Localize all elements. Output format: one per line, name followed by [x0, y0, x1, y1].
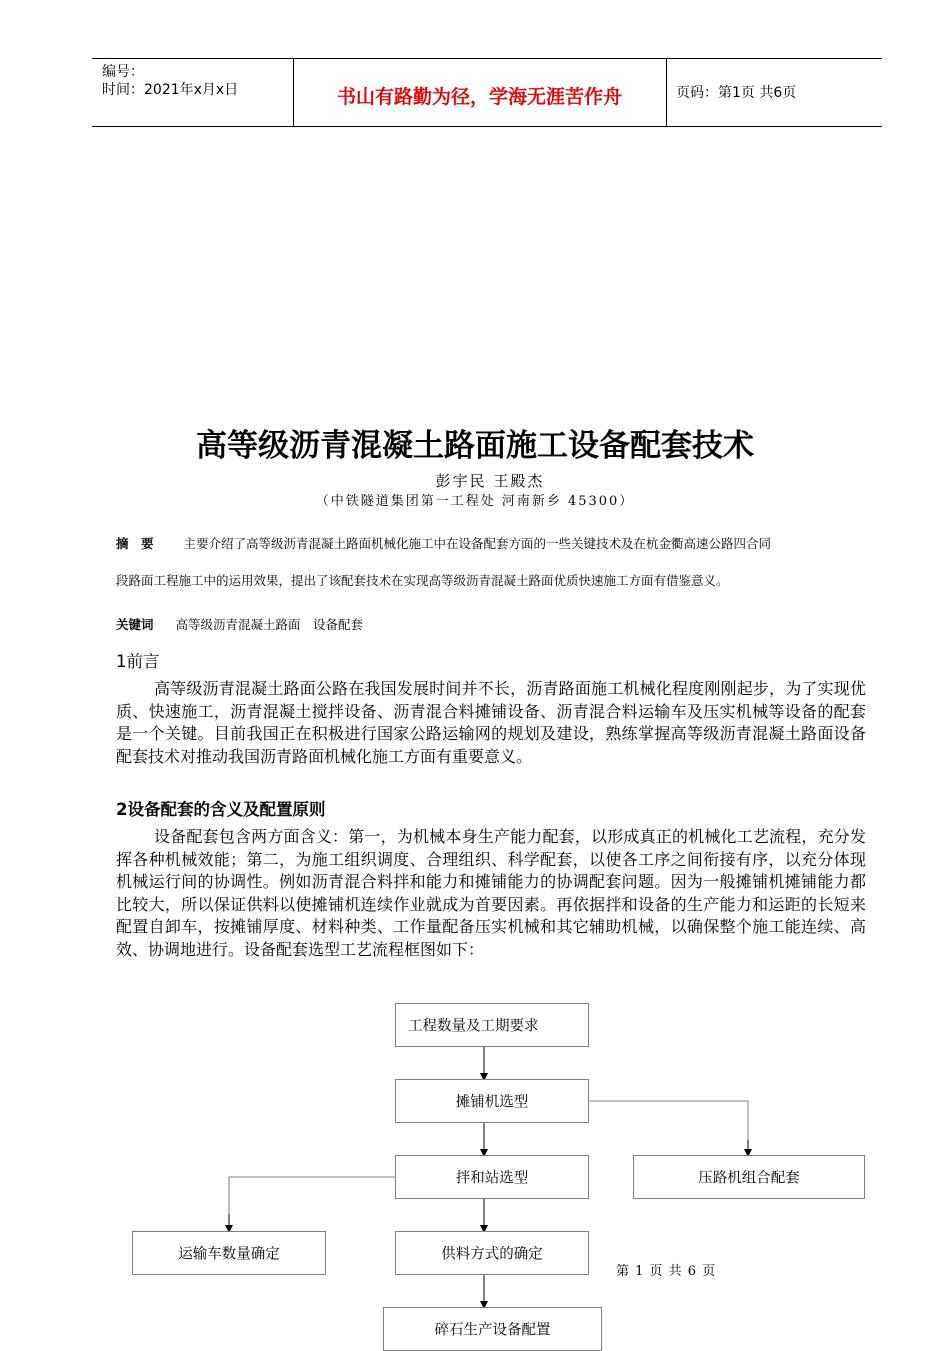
flow-box-roller: 压路机组合配套 — [633, 1155, 865, 1199]
flow-box-paver: 摊铺机选型 — [395, 1079, 589, 1123]
paper-title: 高等级沥青混凝土路面施工设备配套技术 — [196, 428, 754, 464]
connector-mixing-to-trucks — [229, 1177, 395, 1227]
page-label: 页码：第1页 共6页 — [676, 85, 797, 101]
flow-box-trucks: 运输车数量确定 — [132, 1231, 326, 1275]
section-2-paragraph: 设备配套包含两方面含义：第一，为机械本身生产能力配套，以形成真正的机械化工艺流程，充分发挥各种机械效能；第二，为施工组织调度、合理组织、科学配套，以使各工序之间衔接有序，以充分体现机械运行间的协调性。例如沥青混合料拌和能力和摊铺能力的协调配套问题。因为一般摊铺机摊铺能力都比较大，所以保证供料以使摊铺机连续作业就成为首要因素。再依据拌和设备的生产能力和运距的长短来配置自卸车，按摊铺厚度、材料种类、工作量配备压实机械和其它辅助机械，以确保整个施工能连续、高效、协调地进行。设备配套选型工艺流程框图如下： — [116, 827, 866, 959]
motto: 书山有路勤为径，学海无涯苦作舟 — [336, 86, 622, 108]
connector-paver-to-roller — [589, 1101, 748, 1153]
abstract-text-1: 主要介绍了高等级沥青混凝土路面机械化施工中在设备配套方面的一些关键技术及在杭金衢高速公路四合同 — [183, 536, 771, 551]
time-label: 时间：2021年x月x日 — [102, 82, 239, 98]
paper-authors: 彭宇民 王殿杰 — [435, 472, 545, 490]
flow-box-mixing-station: 拌和站选型 — [395, 1155, 589, 1199]
flow-box-supply-method: 供料方式的确定 — [395, 1231, 589, 1275]
paper-affiliation: （中铁隧道集团第一工程处 河南新乡 45300） — [315, 494, 635, 509]
flow-box-requirements: 工程数量及工期要求 — [395, 1003, 589, 1047]
section-1-heading: 1前言 — [116, 652, 160, 671]
abstract-label: 摘 要 — [116, 536, 154, 551]
keywords-label: 关键词 — [116, 617, 154, 632]
keywords-text: 高等级沥青混凝土路面 设备配套 — [175, 617, 363, 632]
section-1-paragraph: 高等级沥青混凝土路面公路在我国发展时间并不长，沥青路面施工机械化程度刚刚起步，为了实现优质、快速施工，沥青混凝土搅拌设备、沥青混合料摊铺设备、沥青混合料运输车及压实机械等设备的配套是一个关键。目前我国正在积极进行国家公路运输网的规划及建设，熟练掌握高等级沥青混凝土路面设备配套技术对推动我国沥青路面机械化施工方面有重要意义。 — [116, 679, 866, 766]
flow-box-gravel-equipment: 碎石生产设备配置 — [383, 1307, 602, 1351]
abstract-line-2: 段路面工程施工中的运用效果，提出了该配套技术在实现高等级沥青混凝土路面优质快速施工方面有借鉴意义。 — [116, 573, 729, 588]
page-number: 第 1 页 共 6 页 — [616, 1264, 717, 1279]
number-label: 编号： — [102, 64, 144, 80]
section-2-heading: 2设备配套的含义及配置原则 — [116, 800, 326, 819]
